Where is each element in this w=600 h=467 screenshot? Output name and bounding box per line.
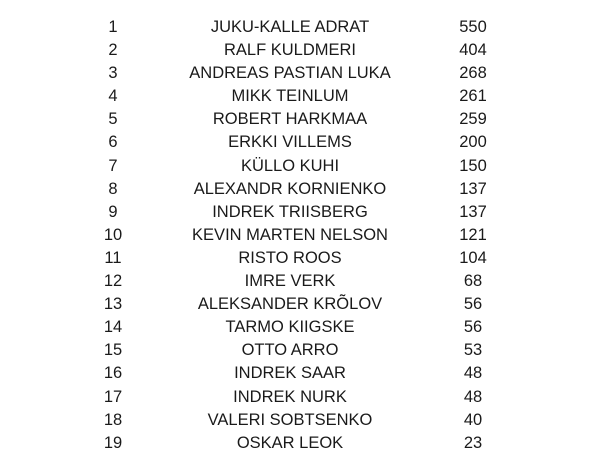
rank-cell: 6 (108, 133, 118, 152)
name-cell: VALERI SOBTSENKO (207, 410, 373, 429)
points-cell: 404 (459, 41, 487, 60)
rank-cell: 14 (103, 318, 123, 337)
rank-cell: 10 (103, 225, 123, 244)
rank-cell: 3 (108, 64, 118, 83)
points-cell: 200 (459, 133, 487, 152)
name-cell: OTTO ARRO (241, 341, 339, 360)
name-cell: JUKU-KALLE ADRAT (210, 18, 370, 36)
rank-cell: 8 (108, 179, 118, 198)
table-row (0, 178, 600, 201)
points-cell: 268 (459, 64, 487, 83)
rank-cell: 19 (103, 433, 123, 452)
points-cell: 550 (459, 18, 487, 36)
table-row (0, 270, 600, 293)
rank-cell: 7 (108, 156, 118, 175)
points-cell: 150 (459, 156, 487, 175)
points-cell: 104 (459, 248, 487, 267)
rank-cell: 2 (108, 41, 118, 60)
points-cell: 56 (463, 295, 483, 314)
table-row (0, 409, 600, 432)
standings-table (0, 16, 600, 455)
name-cell: RISTO ROOS (238, 248, 342, 267)
table-row (0, 362, 600, 385)
points-cell: 53 (463, 341, 483, 360)
name-cell: IMRE VERK (244, 272, 336, 291)
points-cell: 23 (463, 433, 483, 452)
rank-cell: 13 (103, 295, 123, 314)
table-row (0, 432, 600, 455)
name-cell: RALF KULDMERI (223, 41, 357, 60)
rank-cell: 18 (103, 410, 123, 429)
table-row (0, 16, 600, 39)
name-cell: KÜLLO KUHI (240, 156, 340, 175)
name-cell: ALEKSANDER KRÕLOV (197, 295, 383, 314)
table-row (0, 293, 600, 316)
table-row (0, 108, 600, 131)
name-cell: INDREK TRIISBERG (212, 202, 368, 221)
rank-cell: 16 (103, 364, 123, 383)
rank-cell: 11 (104, 248, 122, 267)
name-cell: ANDREAS PASTIAN LUKA (189, 64, 391, 83)
points-cell: 48 (463, 387, 483, 406)
rank-cell: 4 (108, 87, 118, 106)
name-cell: MIKK TEINLUM (231, 87, 349, 106)
table-row (0, 201, 600, 224)
table-row (0, 224, 600, 247)
table-row (0, 339, 600, 362)
table-row (0, 247, 600, 270)
table-row (0, 62, 600, 85)
name-cell: ALEXANDR KORNIENKO (193, 179, 387, 198)
points-cell: 261 (459, 87, 487, 106)
points-cell: 259 (459, 110, 487, 129)
points-cell: 56 (463, 318, 483, 337)
name-cell: OSKAR LEOK (236, 433, 344, 452)
rank-cell: 1 (108, 18, 118, 36)
points-cell: 40 (463, 410, 483, 429)
rank-cell: 5 (108, 110, 118, 129)
points-cell: 137 (459, 202, 487, 221)
points-cell: 137 (459, 179, 487, 198)
rank-cell: 17 (103, 387, 123, 406)
table-row (0, 131, 600, 154)
name-cell: TARMO KIIGSKE (225, 318, 355, 337)
table-row (0, 39, 600, 62)
rank-cell: 15 (103, 341, 123, 360)
name-cell: INDREK NURK (233, 387, 347, 406)
table-row (0, 155, 600, 178)
name-cell: INDREK SAAR (234, 364, 346, 383)
points-cell: 48 (463, 364, 483, 383)
name-cell: ERKKI VILLEMS (228, 133, 352, 152)
table-row (0, 316, 600, 339)
table-row (0, 85, 600, 108)
points-cell: 121 (459, 225, 487, 244)
points-cell: 68 (463, 272, 483, 291)
name-cell: ROBERT HARKMAA (212, 110, 368, 129)
table-row (0, 386, 600, 409)
rank-cell: 12 (103, 272, 123, 291)
rank-cell: 9 (108, 202, 118, 221)
name-cell: KEVIN MARTEN NELSON (192, 225, 388, 244)
